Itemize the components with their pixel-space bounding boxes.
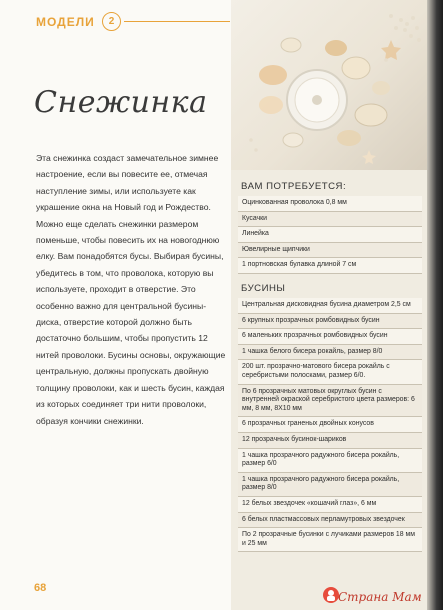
section-label: МОДЕЛИ: [36, 15, 95, 29]
list-item: 6 белых пластмассовых перламутровых звездочек: [238, 513, 422, 529]
materials-list: [238, 196, 422, 274]
page-number: 68: [34, 582, 47, 594]
list-item: 200 шт. прозрачно-матового бисера рокайль с серебристыми полосками, размер 6/0.: [238, 360, 422, 384]
section-number: 2: [102, 12, 121, 31]
page-title: Снежинка: [34, 85, 208, 120]
list-item: 1 чашка прозрачного радужного бисера рокайль, размер 6/0: [238, 449, 422, 473]
list-item: 1 портновская булавка длиной 7 см: [238, 258, 422, 274]
list-item: Центральная дисковидная бусина диаметром 2,5 см: [238, 298, 422, 314]
section-header: [0, 0, 232, 44]
beads-illustration: [231, 0, 427, 170]
header-rule: [124, 21, 230, 22]
list-item: Ювелирные щипчики: [238, 243, 422, 259]
beads-heading: БУСИНЫ: [241, 283, 286, 294]
list-item: Кусачки: [238, 212, 422, 228]
list-item: Линейка: [238, 227, 422, 243]
list-item: 6 прозрачных граненых двойных конусов: [238, 417, 422, 433]
list-item: По 6 прозрачных матовых округлых бусин с внутренней окраской серебристого цвета размеров: 6 мм, 8 мм, 8Х10 мм: [238, 385, 422, 418]
book-spine-shadow: [427, 0, 443, 610]
list-item: 12 прозрачных бусинок-шариков: [238, 433, 422, 449]
materials-heading: ВАМ ПОТРЕБУЕТСЯ:: [241, 181, 347, 192]
beads-photo: [231, 0, 427, 170]
list-item: Оцинкованная проволока 0,8 мм: [238, 196, 422, 212]
list-item: 12 белых звездочек «кошачий глаз», 6 мм: [238, 497, 422, 513]
list-item: 1 чашка белого бисера рокайль, размер 8/0: [238, 345, 422, 361]
list-item: 6 маленьких прозрачных ромбовидных бусин: [238, 329, 422, 345]
list-item: 1 чашка прозрачного радужного бисера рокайль, размер 8/0: [238, 473, 422, 497]
list-item: 6 крупных прозрачных ромбовидных бусин: [238, 314, 422, 330]
watermark-text: Страна Мам: [338, 590, 422, 604]
intro-paragraph: Эта снежинка создаст замечательное зимнее настроение, если вы повесите ее, отмечая наступление зимы, или используете как украшение окна на Новый год и Рождество. Можно еще сделать снежинки размером поменьше, чтобы повесить их на новогоднюю елку. Вам понадобятся бусы. Выбирая бусины, убедитесь в том, что проволока, которую вы используете, проходит в отверстие. Это особенно важно для центральной бусины-диска, отверстие которой должно быть достаточно большим, чтобы пропустить 12 нитей проволоки. Бусины основы, окружающие центральную, должны пропускать двойную толщину проволоки, как и шесть бусин, каждая из которых соединяет три нити проволоки, образуя кончики снежинки.: [36, 153, 226, 426]
list-item: По 2 прозрачные бусинки с лучиками размеров 18 мм и 25 мм: [238, 528, 422, 552]
beads-list: [238, 298, 422, 552]
